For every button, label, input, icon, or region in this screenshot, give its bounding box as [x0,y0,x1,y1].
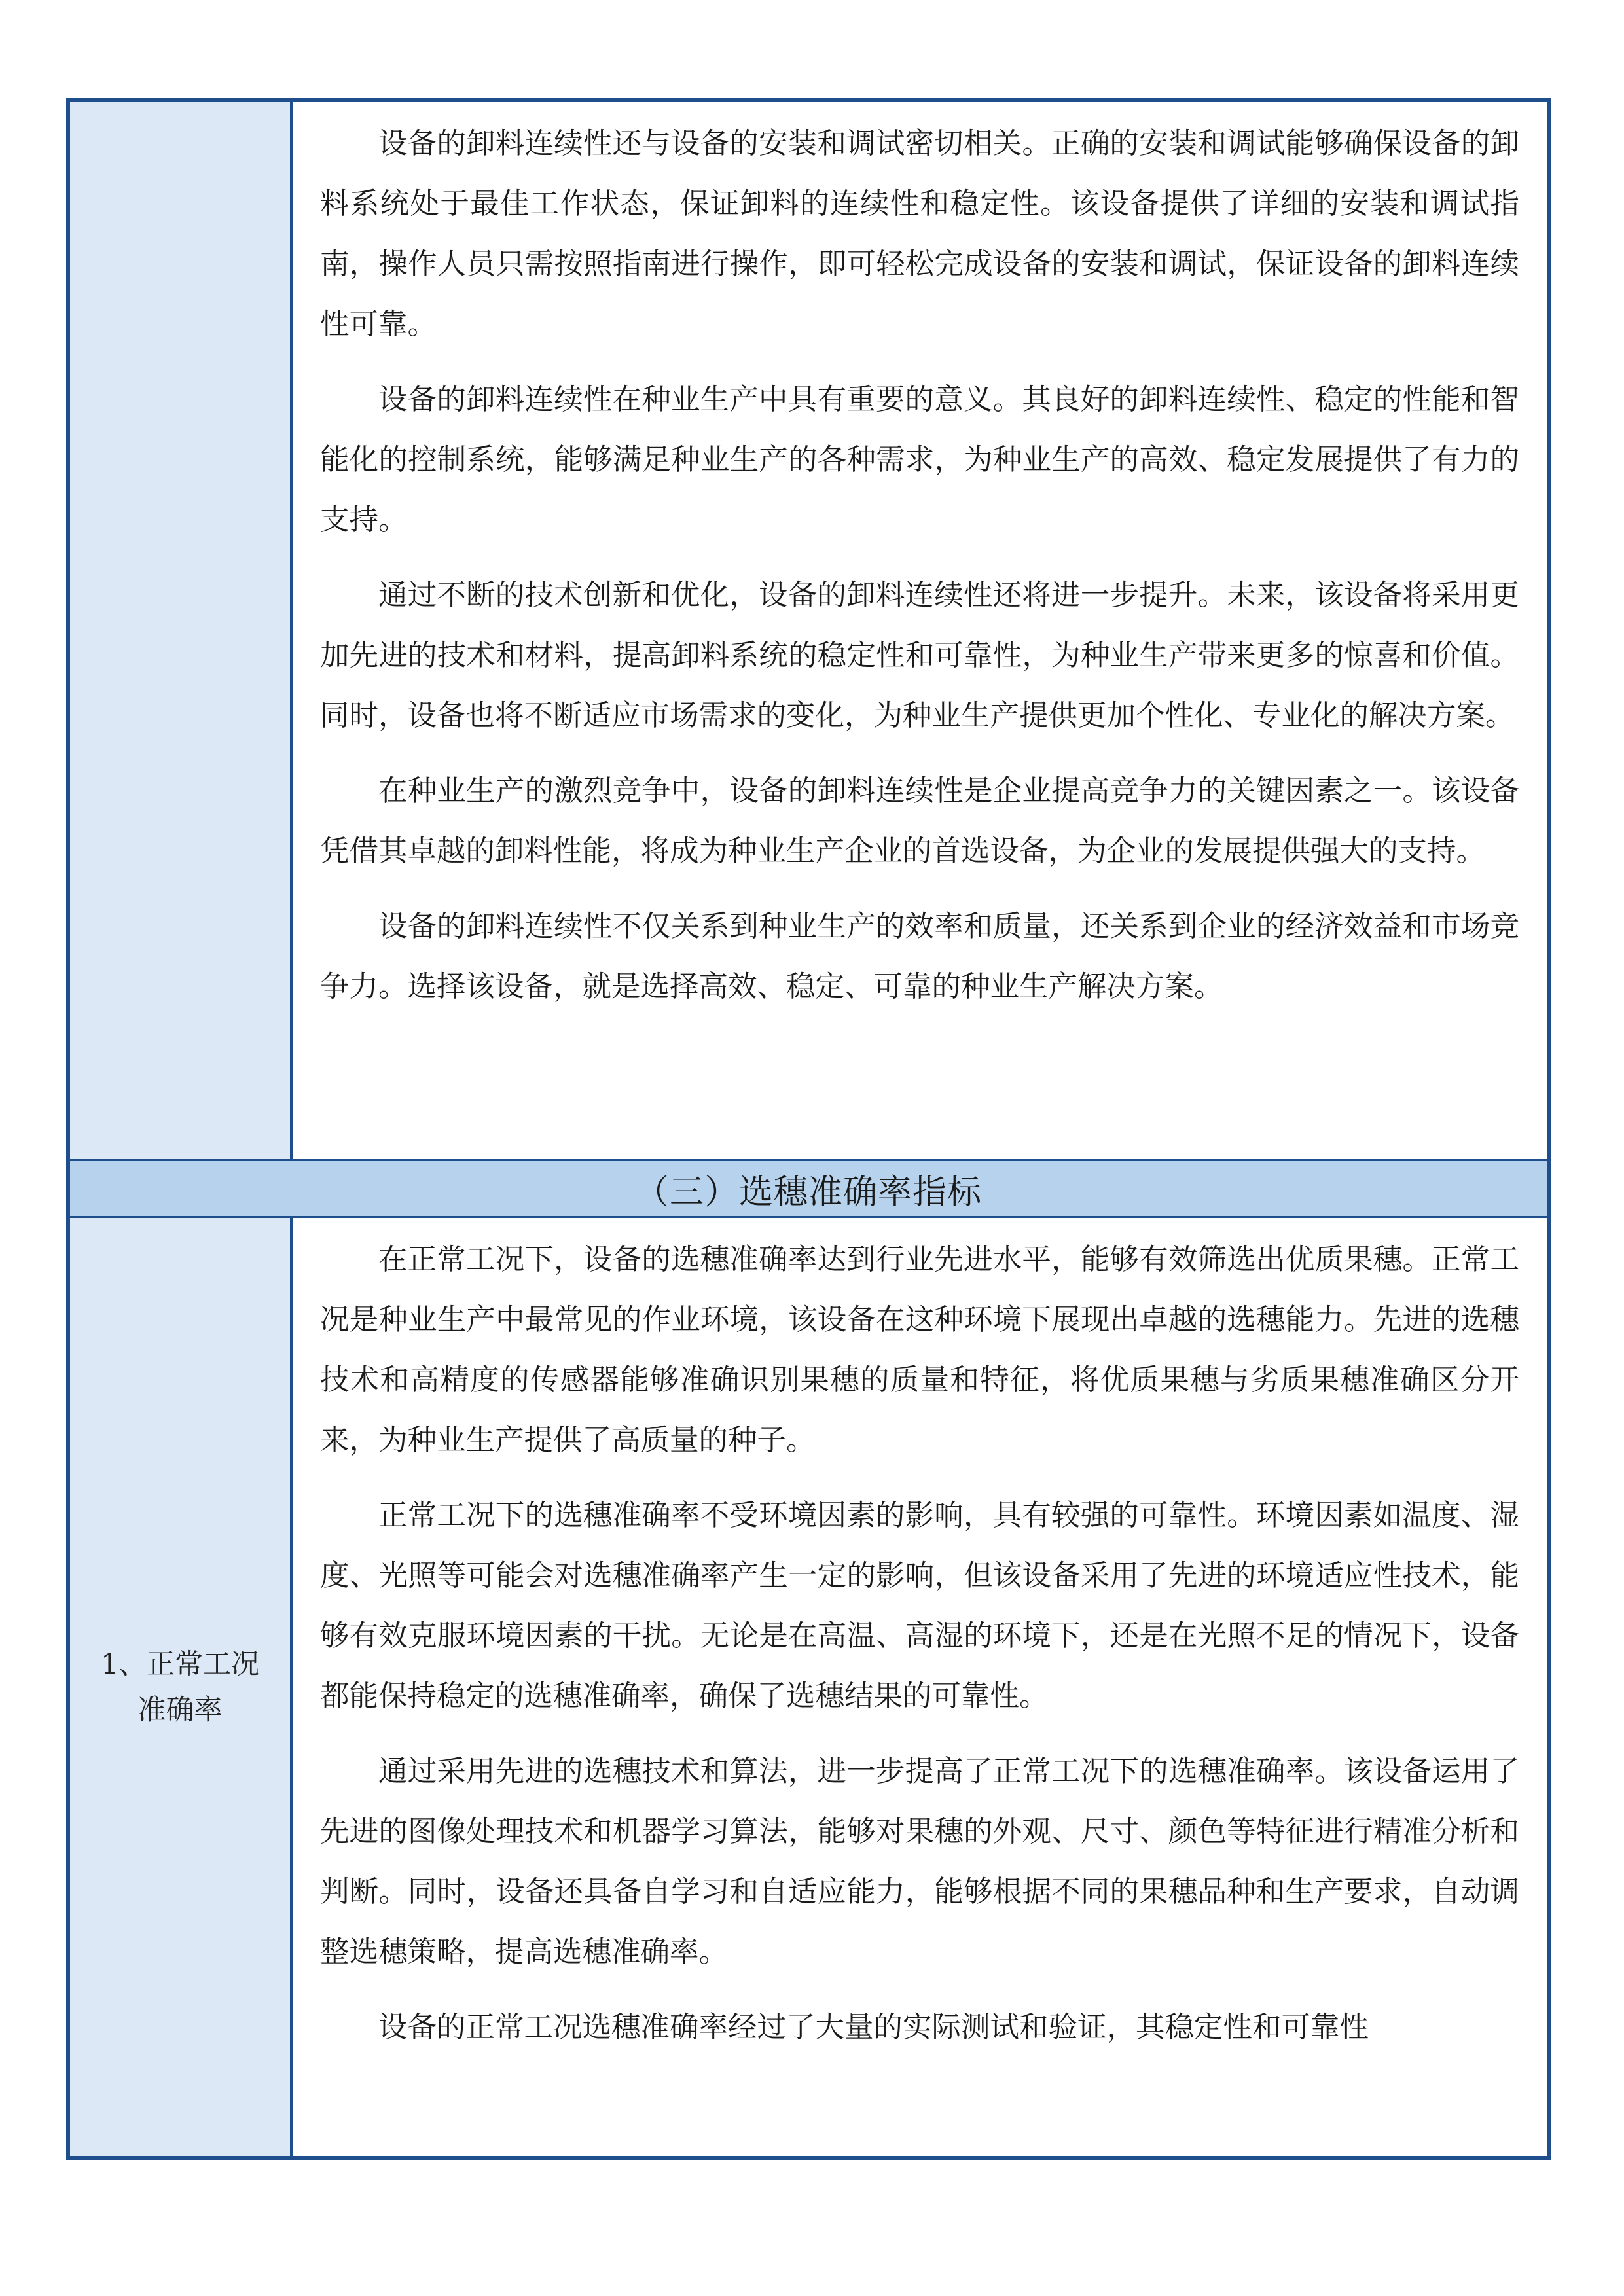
paragraph: 设备的正常工况选穗准确率经过了大量的实际测试和验证，其稳定性和可靠性 [378,2011,1369,2044]
paragraph: 设备的卸料连续性在种业生产中具有重要的意义。其良好的卸料连续性、稳定的性能和智能化的控制系统，能够满足种业生产的各种需求，为种业生产的高效、稳定发展提供了有力的支持。 [320,383,1519,537]
paragraph: 正常工况下的选穗准确率不受环境因素的影响，具有较强的可靠性。环境因素如温度、湿度、光照等可能会对选穗准确率产生一定的影响，但该设备采用了先进的环境适应性技术，能够有效克服环境因素的干扰。无论是在高温、高湿的环境下，还是在光照不足的情况下，设备都能保持稳定的选穗准确率，确保了选穗结果的可靠性。 [320,1499,1519,1713]
paragraph: 在种业生产的激烈竞争中，设备的卸料连续性是企业提高竞争力的关键因素之一。该设备凭借其卓越的卸料性能，将成为种业生产企业的首选设备，为企业的发展提供强大的支持。 [320,774,1519,868]
table-row-normal-accuracy [70,1218,1547,2156]
table-row-unloading-continuity [70,102,1547,1161]
row-label-cell [70,1218,293,2156]
paragraph: 设备的卸料连续性还与设备的安装和调试密切相关。正确的安装和调试能够确保设备的卸料系统处于最佳工作状态，保证卸料的连续性和稳定性。该设备提供了详细的安装和调试指南，操作人员只需按照指南进行操作，即可轻松完成设备的安装和调试，保证设备的卸料连续性可靠。 [320,127,1519,341]
section-title: （三）选穗准确率指标 [634,1172,982,1212]
paragraph: 通过不断的技术创新和优化，设备的卸料连续性还将进一步提升。未来，该设备将采用更加先进的技术和材料，提高卸料系统的稳定性和可靠性，为种业生产带来更多的惊喜和价值。同时，设备也将不断适应市场需求的变化，为种业生产提供更加个性化、专业化的解决方案。 [320,579,1519,732]
row-label: 1、正常工况准确率 [100,1647,260,1727]
row-content-cell [293,1218,1547,2156]
row-content-cell [293,102,1547,1159]
paragraph: 设备的卸料连续性不仅关系到种业生产的效率和质量，还关系到企业的经济效益和市场竞争力。选择该设备，就是选择高效、稳定、可靠的种业生产解决方案。 [320,910,1519,1003]
paragraph: 在正常工况下，设备的选穗准确率达到行业先进水平，能够有效筛选出优质果穗。正常工况是种业生产中最常见的作业环境，该设备在这种环境下展现出卓越的选穗能力。先进的选穗技术和高精度的传感器能够准确识别果穗的质量和特征，将优质果穗与劣质果穗准确区分开来，为种业生产提供了高质量的种子。 [320,1243,1519,1457]
paragraph: 通过采用先进的选穗技术和算法，进一步提高了正常工况下的选穗准确率。该设备运用了先进的图像处理技术和机器学习算法，能够对果穗的外观、尺寸、颜色等特征进行精准分析和判断。同时，设备还具备自学习和自适应能力，能够根据不同的果穗品种和生产要求，自动调整选穗策略，提高选穗准确率。 [320,1755,1519,1969]
section-header-row [70,1161,1547,1218]
content-table [66,98,1551,2160]
row-label-cell [70,102,293,1159]
